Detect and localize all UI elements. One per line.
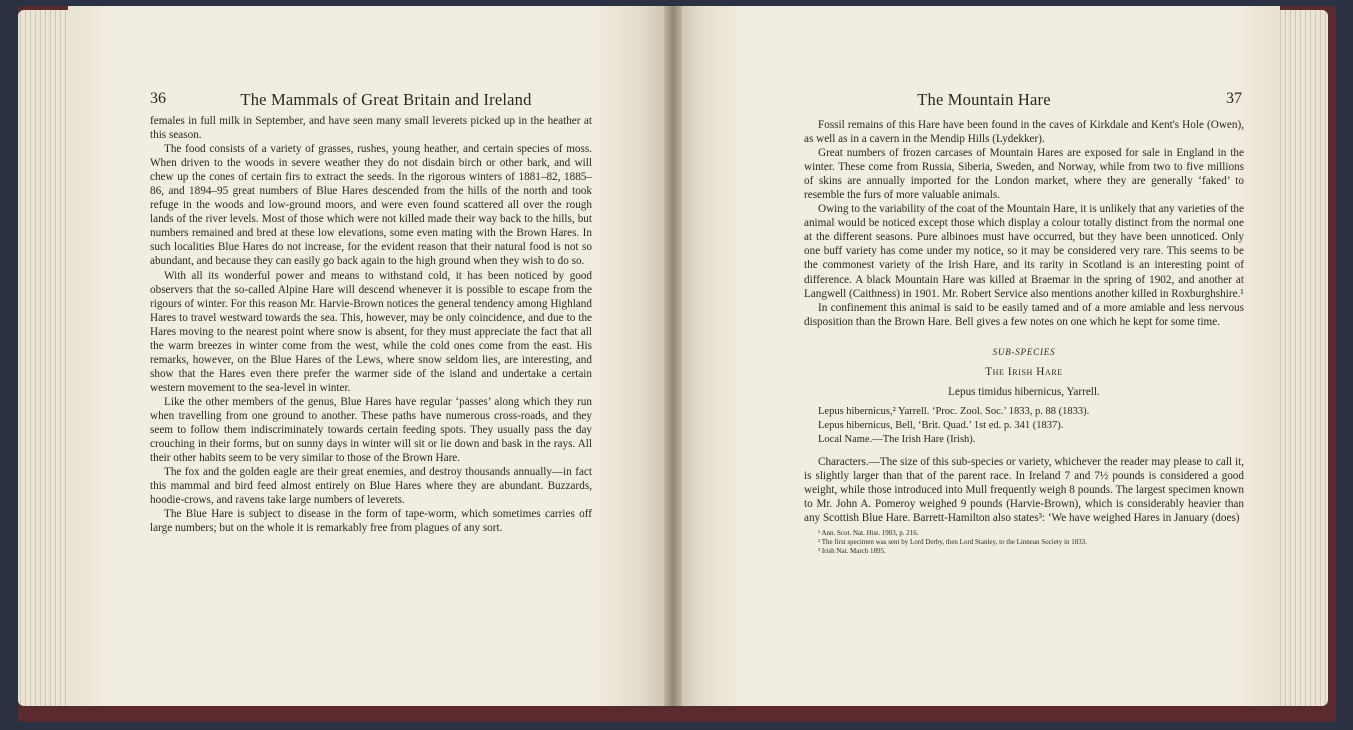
left-page-number: 36 [150, 90, 166, 107]
book-gutter [664, 6, 682, 706]
synonym-line: Lepus hibernicus,² Yarrell. ‘Proc. Zool. Soc.’ 1833, p. 88 (1833). [818, 405, 1090, 417]
footnote: ¹ Ann. Scot. Nat. Hist. 1903, p. 216. [818, 529, 919, 538]
left-running-head: The Mammals of Great Britain and Ireland [240, 90, 532, 109]
left-paragraph: The food consists of a variety of grasses, rushes, young heather, and certain species of moss. When driven to the woods in severe weather they do not disdain birch or other bark, and will chew up the cones of certain firs to extract the seeds. In the rigorous winters of 1881–82, 1885–86, and 1894–95 great numbers of Blue Hares descended from the hills of the north and took refuge in the woods and low-ground moors, and were even found scattered all over the rough lands of the river levels. Most of those which were not killed made their way back to the hills, but numbers remained and bred at these low elevations, some even mating with the Brown Hares. In such localities Blue Hares do not increase, for the evident reason that their natural food is not so abundant, and because they can easily go back again to the high ground when they wish to do so. [150, 143, 592, 268]
synonym-line: Lepus hibernicus, Bell, ‘Brit. Quad.’ 1st ed. p. 341 (1837). [818, 419, 1064, 431]
right-paragraph: In confinement this animal is said to be easily tamed and of a more amiable and less nervous disposition than the Brown Hare. Bell gives a few notes on one which he kept for some time. [804, 301, 1244, 328]
footnote: ² The first specimen was sent by Lord Derby, then Lord Stanley, to the Linnean Society in 1833. [818, 538, 1087, 547]
subspecies-name: The Irish Hare [985, 365, 1063, 378]
left-body-text [150, 114, 592, 535]
right-page-number: 37 [1226, 90, 1242, 107]
right-paragraph: Owing to the variability of the coat of the Mountain Hare, it is unlikely that any varieties of the animal would be noticed except those which display a colour totally distinct from the normal one at the different seasons. Pure albinoes must have occurred, but they have been unnoticed. Only one buff variety has come under my notice, so it may be considered very rare. This seems to be the commonest variety of the Irish Hare, and its rarity in Scotland is an interesting point of difference. A black Mountain Hare was killed at Braemar in the spring of 1902, and another at Langwell (Caithness) in 1901. Mr. Robert Service also mentions another killed in Roxburghshire.¹ [804, 203, 1244, 300]
left-paragraph: The fox and the golden eagle are their great enemies, and destroy thousands annually—in fact this mammal and bird feed almost entirely on Blue Hares where they are abundant. Buzzards, hoodie-crows, and ravens take large numbers of leverets. [150, 466, 592, 507]
footnote: ³ Irish Nat. March 1895. [818, 547, 886, 556]
footnotes [804, 529, 1244, 556]
left-paragraph: Like the other members of the genus, Blue Hares have regular ‘passes’ along which they run when travelling from one ground to another. These paths have numerous cross-roads, and they seem to follow them indiscriminately towards certain feeding spots. They usually pass the day crouching in their forms, but on sunny days in winter will sit or lie down and bask in the rays. All their other habits seem to be very similar to those of the Brown Hare. [150, 395, 592, 465]
characters-paragraph: Characters.—The size of this sub-species or variety, whichever the reader may please to call it, is slightly larger than that of the parent race. In Ireland 7 and 7½ pounds is considered a good weight, while those introduced into Mull frequently weigh 8 pounds. The largest specimen known to Mr. John A. Pomeroy weighed 9 pounds (Harvie-Brown), which is considerably heavier than any Scottish Blue Hare. Barrett-Hamilton also states³: ‘We have weighed Hares in January (does) [804, 455, 1244, 525]
subspecies-heading: SUB-SPECIES [992, 346, 1056, 357]
local-name: Local Name.—The Irish Hare (Irish). [818, 433, 976, 445]
left-paragraph: The Blue Hare is subject to disease in the form of tape-worm, which sometimes carries off large numbers; but on the whole it is remarkably free from plagues of any sort. [150, 508, 592, 535]
left-paragraph: With all its wonderful power and means to withstand cold, it has been noticed by good observers that the so-called Alpine Hare will descend whenever it is possible to escape from the rigours of winter. For this reason Mr. Harvie-Brown notices the general tendency among Highland Hares to travel westward towards the sea. This, however, may be only coincidence, and due to the Hares moving to the nearest point where snow is absent, for they must appreciate the fact that all the warm breezes in winter come from the west, while the cold ones come from the east. His remarks, however, on the Blue Hares of the Lews, where snow seldom lies, are interesting, and show that the Hares even there prefer the warmer side of the island and undertake a certain western movement to the sea-level in winter. [150, 269, 592, 394]
scientific-name: Lepus timidus hibernicus, Yarrell. [948, 385, 1100, 398]
left-paragraph: females in full milk in September, and have seen many small leverets picked up in the heather at this season. [150, 115, 592, 142]
right-paragraph: Fossil remains of this Hare have been found in the caves of Kirkdale and Kent's Hole (Owen), as well as in a cavern in the Mendip Hills (Lydekker). [804, 119, 1244, 146]
right-body-text [804, 118, 1244, 556]
right-running-head: The Mountain Hare [917, 90, 1051, 109]
right-paragraph: Great numbers of frozen carcases of Mountain Hares are exposed for sale in England in the winter. These come from Russia, Siberia, Sweden, and Norway, while from two to five millions of skins are annually imported for the London market, where they are generally ‘faked’ to resemble the furs of more valuable animals. [804, 147, 1244, 202]
